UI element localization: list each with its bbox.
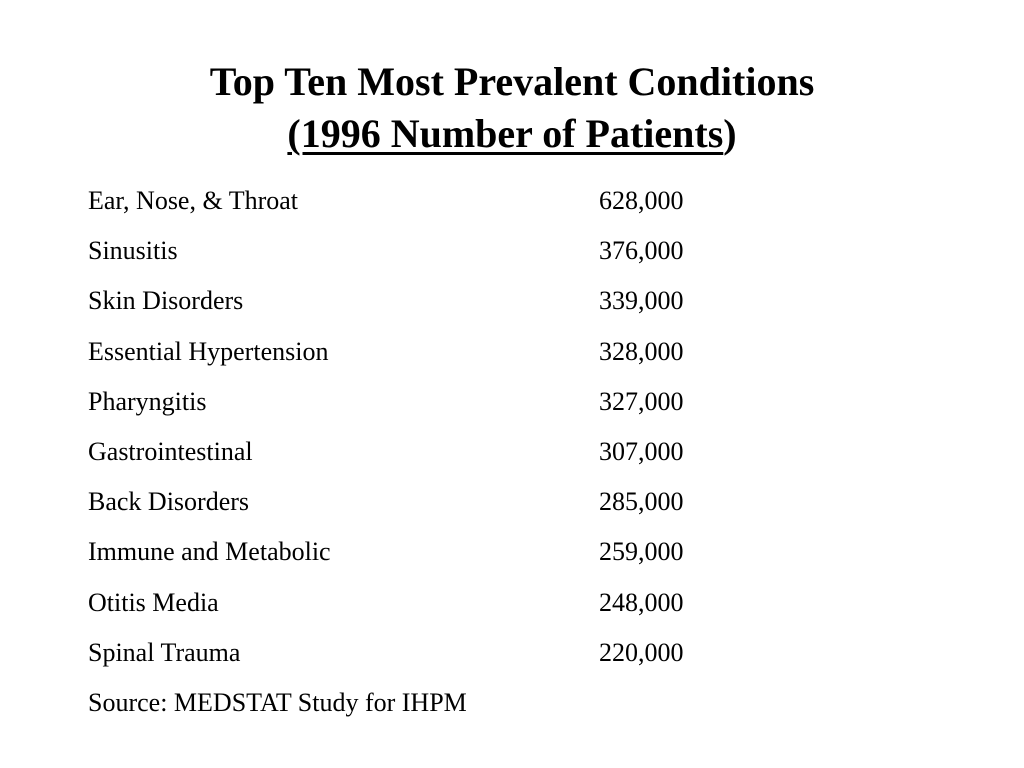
table-row	[88, 231, 788, 281]
condition-name: Back Disorders	[88, 487, 250, 517]
patient-count: 285,000	[599, 487, 684, 517]
patient-count: 220,000	[599, 637, 684, 667]
title-line-1: Top Ten Most Prevalent Conditions	[209, 59, 815, 104]
condition-name: Otitis Media	[88, 587, 219, 617]
table-row	[88, 281, 788, 331]
condition-name: Skin Disorders	[88, 286, 244, 316]
patient-count: 628,000	[599, 186, 684, 215]
table-row	[88, 482, 788, 532]
condition-name: Essential Hypertension	[88, 336, 329, 366]
condition-name: Immune and Metabolic	[88, 537, 331, 567]
conditions-table	[88, 181, 788, 733]
patient-count: 339,000	[599, 286, 684, 316]
condition-name: Ear, Nose, & Throat	[88, 186, 299, 215]
table-row	[88, 633, 788, 683]
patient-count: 307,000	[599, 436, 684, 466]
patient-count: 327,000	[599, 386, 684, 416]
patient-count: 259,000	[599, 537, 684, 567]
table-row	[88, 583, 788, 633]
condition-name: Pharyngitis	[88, 386, 207, 416]
title-line-2-underlined: (1996 Number of Patients	[287, 111, 724, 156]
patient-count: 248,000	[599, 587, 684, 617]
condition-name: Gastrointestinal	[88, 436, 253, 466]
patient-count: 376,000	[599, 236, 684, 266]
condition-name: Spinal Trauma	[88, 637, 241, 667]
slide-title	[0, 56, 1024, 160]
table-row	[88, 532, 788, 582]
table-row	[88, 382, 788, 432]
source-note: Source: MEDSTAT Study for IHPM	[88, 687, 467, 717]
table-row	[88, 181, 788, 231]
patient-count: 328,000	[599, 336, 684, 366]
title-line-2	[0, 108, 1024, 160]
table-row	[88, 332, 788, 382]
condition-name: Sinusitis	[88, 236, 178, 266]
table-row	[88, 432, 788, 482]
title-line-2-close-paren: )	[723, 111, 737, 156]
